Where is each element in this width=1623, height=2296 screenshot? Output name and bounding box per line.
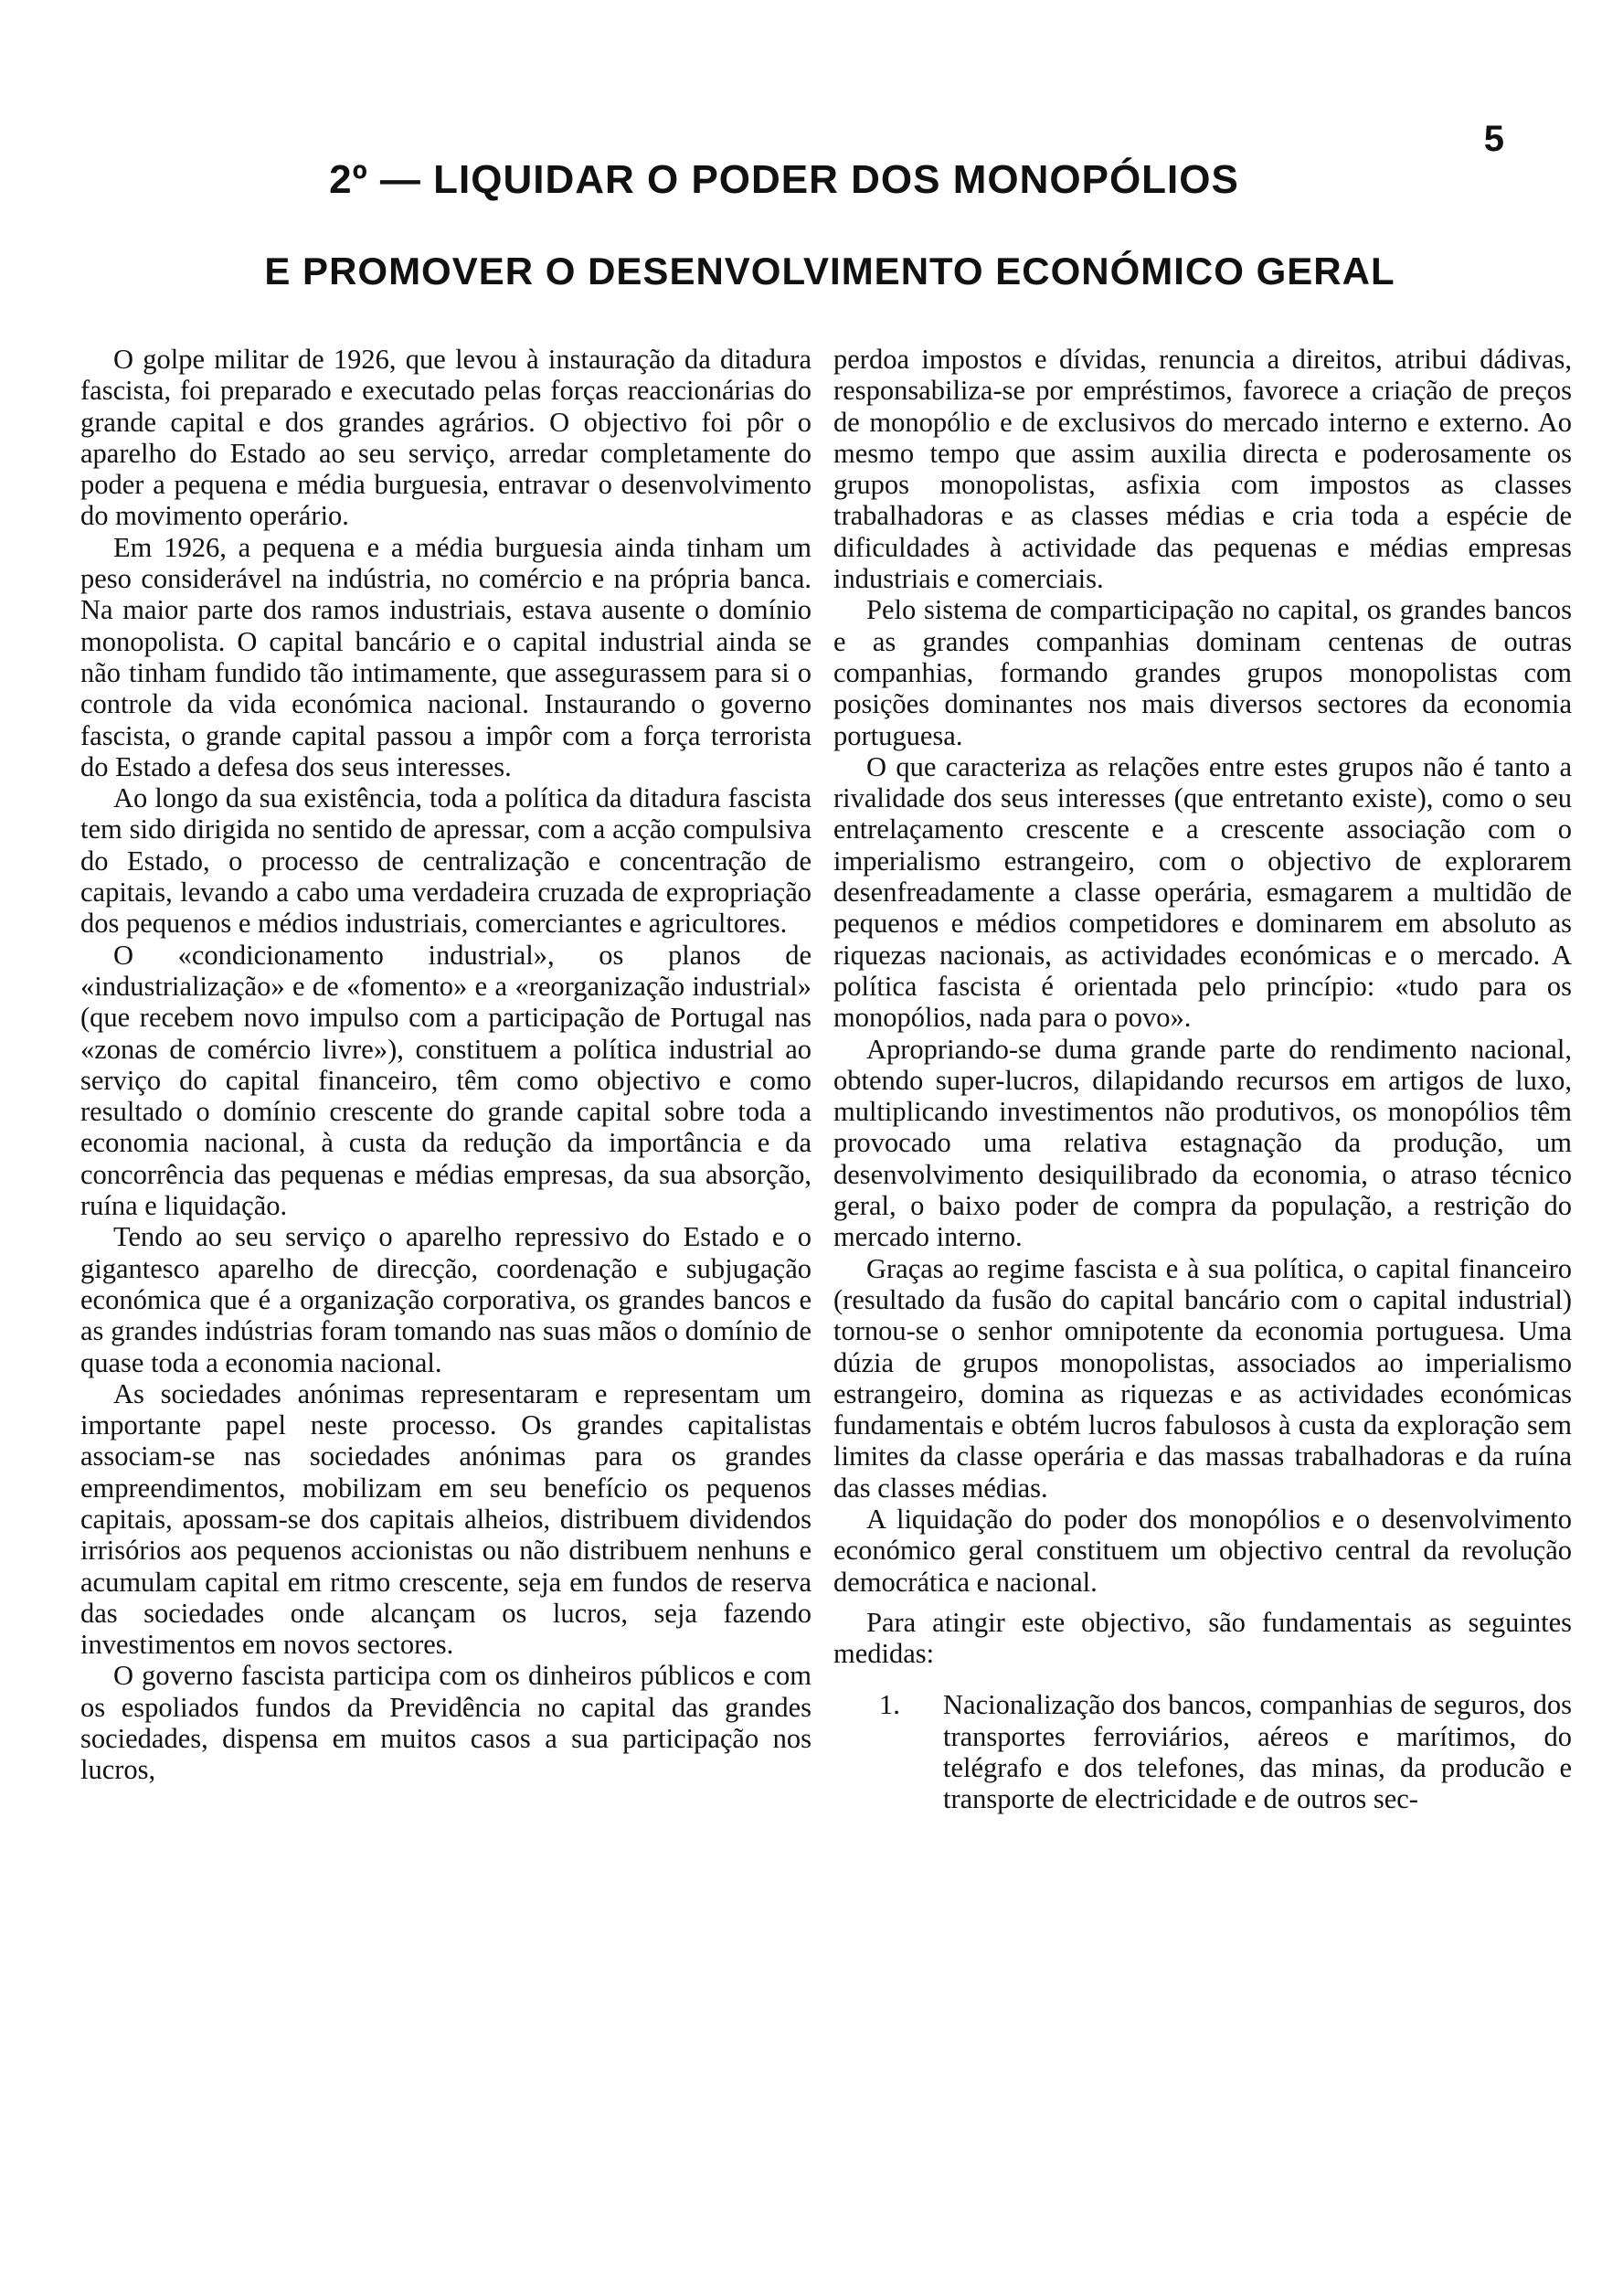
page-number: 5	[1483, 119, 1504, 159]
paragraph: As sociedades anónimas representaram e representam um importante papel neste processo. Os grandes capitalistas associam-se nas sociedades anónimas para os grandes empreendimentos, mobilizam em seu benefício os pequenos capitais, apossam-se dos capitais alheios, distribuem dividendos irrisórios aos pequenos accionistas ou não distribuem nenhuns e acumulam capital em ritmo crescente, seja em fundos de reserva das sociedades onde alcançam os lucros, seja fazendo investimentos em novos sectores.	[80, 1377, 812, 1661]
list-item-number: 1.	[879, 1689, 900, 1721]
paragraph: O «condicionamento industrial», os planos de «industrialização» e de «fomento» e a «reorganização industrial» (que recebem novo impulso com a participação de Portugal nas «zonas de comércio livre»), constituem a política industrial ao serviço do capital financeiro, têm como objectivo e como resultado o domínio crescente do grande capital sobre toda a economia nacional, à custa da redução da importância e da concorrência das pequenas e médias empresas, da sua absorção, ruína e liquidação.	[80, 939, 812, 1222]
section-heading-line-1: 2º — LIQUIDAR O PODER DOS MONOPÓLIOS	[329, 157, 1239, 202]
paragraph: Ao longo da sua existência, toda a política da ditadura fascista tem sido dirigida no sentido de apressar, com a acção compulsiva do Estado, o processo de centralização e concentração de capitais, levando a cabo uma verdadeira cruzada de expropriação dos pequenos e médios industriais, comerciantes e agricultores.	[80, 782, 812, 940]
paragraph: Em 1926, a pequena e a média burguesia ainda tinham um peso considerável na indústria, no comércio e na própria banca. Na maior parte dos ramos industriais, estava ausente o domínio monopolista. O capital bancário e o capital industrial ainda se não tinham fundido tão intimamente, que assegurassem para si o controle da vida económica nacional. Instaurando o governo fascista, o grande capital passou a impôr com a força terrorista do Estado a defesa dos seus interesses.	[80, 531, 812, 782]
list-item	[833, 1689, 1572, 1814]
measures-list	[833, 1689, 1572, 1814]
paragraph: Pelo sistema de comparticipação no capital, os grandes bancos e as grandes companhias dominam centenas de outras companhias, formando grandes grupos monopolistas com posições dominantes nos mais diversos sectores da economia portuguesa.	[833, 594, 1572, 751]
list-item-text: Nacionalização dos bancos, companhias de seguros, dos transportes ferroviários, aéreos e marítimos, do telégrafo e dos telefones, das minas, da producão e transporte de electricidade e de outros sec-	[943, 1689, 1572, 1815]
paragraph: A liquidação do poder dos monopólios e o desenvolvimento económico geral constituem um objectivo central da revolução democrática e nacional.	[833, 1503, 1572, 1598]
paragraph-continued: perdoa impostos e dívidas, renuncia a direitos, atribui dádivas, responsabiliza-se por empréstimos, favorece a criação de preços de monopólio e de exclusivos do mercado interno e externo. Ao mesmo tempo que assim auxilia directa e poderosamente os grupos monopolistas, asfixia com impostos as classes trabalhadoras e as classes médias e cria toda a espécie de dificuldades à actividade das pequenas e médias empresas industriais e comerciais.	[833, 344, 1572, 595]
right-column	[833, 344, 1572, 1815]
paragraph: Tendo ao seu serviço o aparelho repressivo do Estado e o gigantesco aparelho de direcção, coordenação e subjugação económica que é a organização corporativa, os grandes bancos e as grandes indústrias foram tomando nas suas mãos o domínio de quase toda a economia nacional.	[80, 1221, 812, 1378]
left-column	[80, 344, 812, 1786]
paragraph: Graças ao regime fascista e à sua política, o capital financeiro (resultado da fusão do capital bancário com o capital industrial) tornou-se o senhor omnipotente da economia portuguesa. Uma dúzia de grupos monopolistas, associados ao imperialismo estrangeiro, domina as riquezas e as actividades económicas fundamentais e obtém lucros fabulosos à custa da exploração sem limites da classe operária e das massas trabalhadoras e da ruína das classes médias.	[833, 1252, 1572, 1504]
paragraph: O golpe militar de 1926, que levou à instauração da ditadura fascista, foi preparado e executado pelas forças reaccionárias do grande capital e dos grandes agrários. O objectivo foi pôr o aparelho do Estado ao seu serviço, arredar completamente do poder a pequena e média burguesia, entravar o desenvolvimento do movimento operário.	[80, 344, 812, 532]
paragraph: O governo fascista participa com os dinheiros públicos e com os espoliados fundos da Previdência no capital das grandes sociedades, dispensa em muitos casos a sua participação nos lucros,	[80, 1660, 812, 1786]
paragraph: Para atingir este objectivo, são fundamentais as seguintes medidas:	[833, 1606, 1572, 1670]
paragraph: O que caracteriza as relações entre estes grupos não é tanto a rivalidade dos seus interesses (que entretanto existe), como o seu entrelaçamento crescente e a crescente associação com o imperialismo estrangeiro, com o objectivo de explorarem desenfreadamente a classe operária, esmagarem a multidão de pequenos e médios competidores e dominarem em absoluto as riquezas nacionais, as actividades económicas e o mercado. A política fascista é orientada pelo princípio: «tudo para os monopólios, nada para o povo».	[833, 750, 1572, 1034]
paragraph: Apropriando-se duma grande parte do rendimento nacional, obtendo super-lucros, dilapidando recursos em artigos de luxo, multiplicando investimentos não produtivos, os monopólios têm provocado uma relativa estagnação da produção, um desenvolvimento desiquilibrado da economia, o atraso técnico geral, o baixo poder de compra da população, a restrição do mercado interno.	[833, 1033, 1572, 1253]
section-heading-line-2: E PROMOVER O DESENVOLVIMENTO ECONÓMICO GERAL	[264, 250, 1395, 292]
